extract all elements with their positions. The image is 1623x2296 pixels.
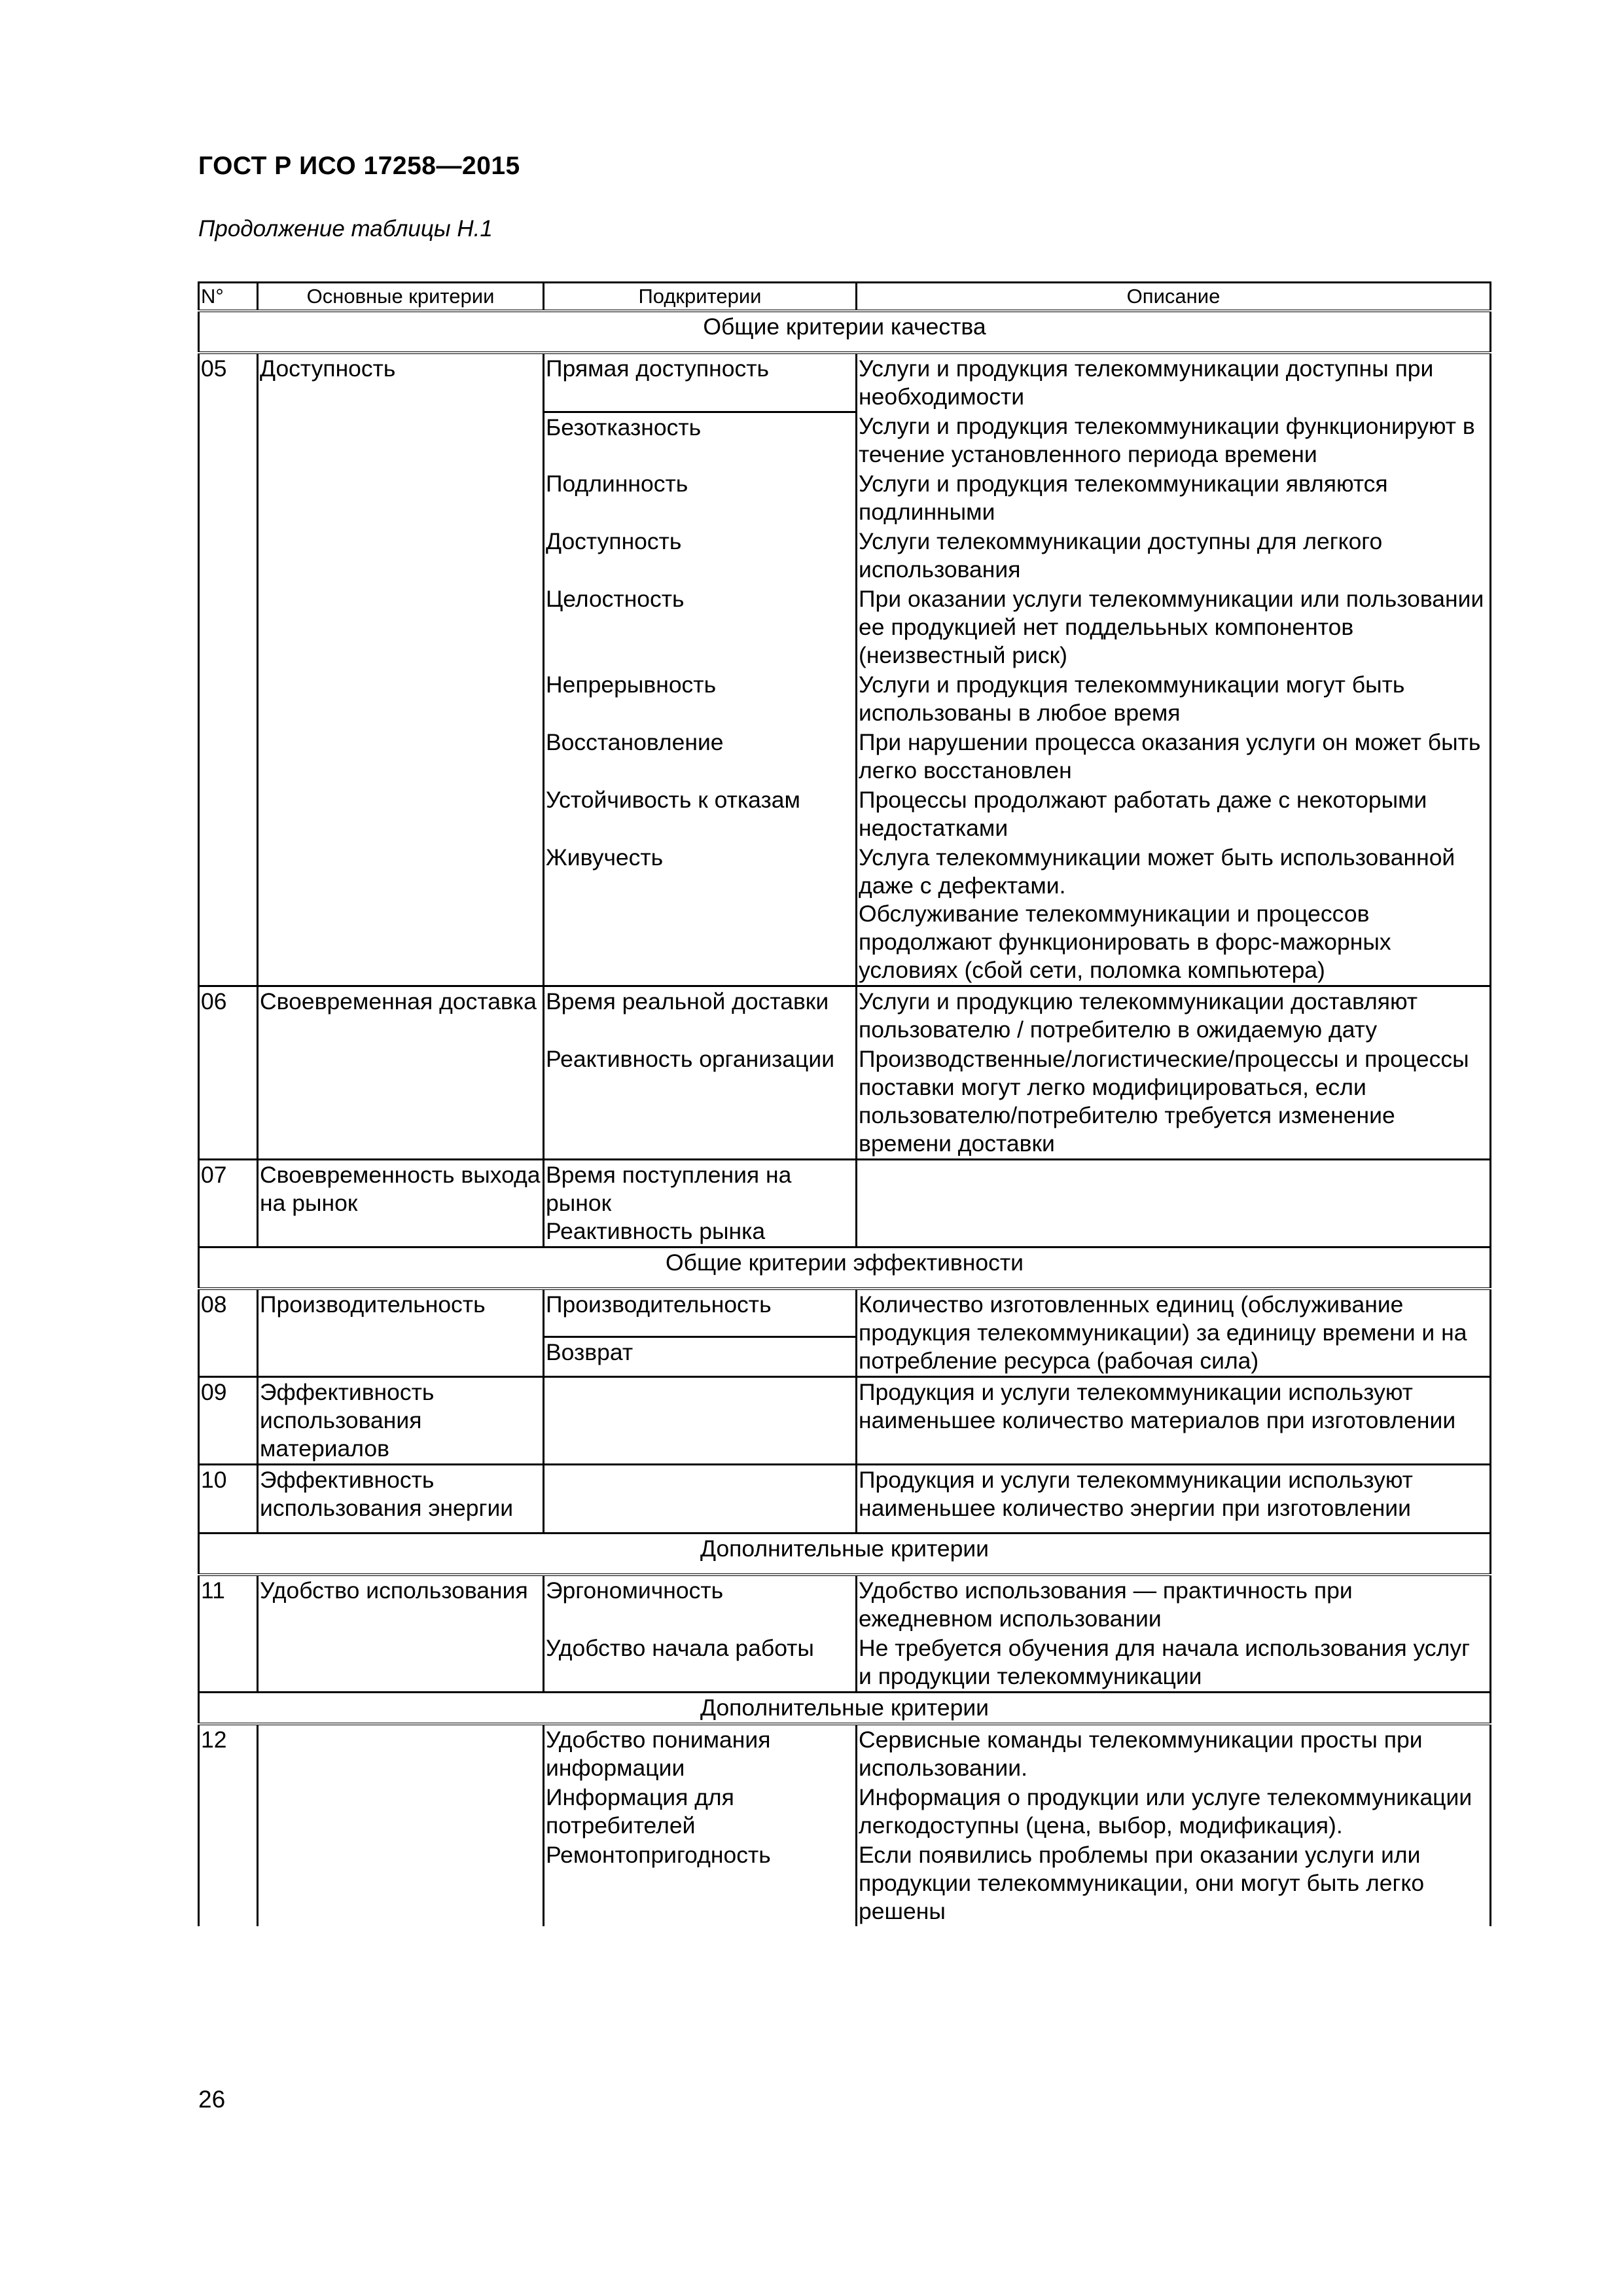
document-title: ГОСТ Р ИСО 17258—2015 [198,152,520,180]
table-row [199,1724,1491,1783]
sub-criterion-part: Реактивность рынка [546,1218,766,1244]
sub-criterion: Целостность [544,584,857,670]
section-header-row [199,1693,1491,1725]
row-number: 06 [199,986,258,1045]
table-row [199,785,1491,843]
description [857,1160,1491,1247]
sub-criterion [544,1289,857,1377]
sub-criterion: Устойчивость к отказам [544,785,857,843]
description: При нарушении процесса оказания услуги он может быть легко восстановлен [857,728,1491,785]
column-header-description: Описание [857,283,1491,312]
description: Количество изготовленных единиц (обслуживание продукция телекоммуникации) за единицу времени и на потребление ресурса (рабочая сила) [857,1289,1491,1377]
sub-criterion-part: Возврат [546,1339,633,1365]
sub-criterion: Безотказность [544,412,857,469]
table-row [199,986,1491,1045]
sub-criterion: Удобство понимания информации [544,1724,857,1783]
description: Услуги телекоммуникации доступны для легкого использования [857,527,1491,584]
section-title: Общие критерии эффективности [199,1247,1491,1289]
row-number: 05 [199,353,258,412]
main-criterion: Удобство использования [258,1575,544,1634]
description: Услуги и продукция телекоммуникации могут быть использованы в любое время [857,670,1491,728]
main-criterion: Эффективность использования материалов [258,1377,544,1465]
main-criterion: Доступность [258,353,544,412]
section-header-row [199,1534,1491,1575]
sub-criterion [544,1377,857,1465]
sub-criterion: Удобство начала работы [544,1634,857,1693]
table-row [199,469,1491,527]
description: Услуги и продукцию телекоммуникации доставляют пользователю / потребителю в ожидаемую дату [857,986,1491,1045]
description: Продукция и услуги телекоммуникации используют наименьшее количество материалов при изготовлении [857,1377,1491,1465]
table-row [199,670,1491,728]
section-title: Общие критерии качества [199,311,1491,353]
table-row [199,843,1491,986]
description: Услуги и продукция телекоммуникации являются подлинными [857,469,1491,527]
description-part: Услуга телекоммуникации может быть использованной даже с дефектами. [859,844,1455,899]
sub-criterion: Прямая доступность [544,353,857,412]
page-number: 26 [198,2086,226,2113]
row-number: 10 [199,1465,258,1524]
table-row [199,527,1491,584]
sub-criterion: Ремонтопригодность [544,1840,857,1926]
description: Сервисные команды телекоммуникации просты при использовании. [857,1724,1491,1783]
sub-criterion: Время реальной доставки [544,986,857,1045]
description: Удобство использования — практичность при ежедневном использовании [857,1575,1491,1634]
column-header-main: Основные критерии [258,283,544,312]
sub-criterion: Эргономичность [544,1575,857,1634]
column-header-number: N° [199,283,258,312]
description: Если появились проблемы при оказании услуги или продукции телекоммуникации, они могут быть легко решены [857,1840,1491,1926]
main-criterion: Своевременная доставка [258,986,544,1045]
description-part: Обслуживание телекоммуникации и процессов продолжают функционировать в форс-мажорных условиях (сбой сети, поломка компьютера) [859,901,1391,983]
table-row [199,1783,1491,1840]
table-spacer-row [199,1523,1491,1534]
sub-criterion: Информация для потребителей [544,1783,857,1840]
description: Информация о продукции или услуге телекоммуникации легкодоступны (цена, выбор, модификация). [857,1783,1491,1840]
sub-criterion: Реактивность организации [544,1045,857,1160]
sub-criterion-part: Время поступления на рынок [546,1162,792,1216]
description [857,843,1491,986]
table-row [199,1289,1491,1377]
criteria-table [198,281,1491,1926]
table-row [199,353,1491,412]
row-number: 09 [199,1377,258,1465]
description: Продукция и услуги телекоммуникации используют наименьшее количество энергии при изготовлении [857,1465,1491,1524]
criteria-table-container [198,281,1489,1926]
section-title: Дополнительные критерии [199,1534,1491,1575]
section-title: Дополнительные критерии [199,1693,1491,1725]
sub-criterion [544,1465,857,1524]
sub-criterion [544,1160,857,1247]
section-header-row [199,1247,1491,1289]
description: Услуги и продукция телекоммуникации доступны при необходимости [857,353,1491,412]
table-row [199,1045,1491,1160]
table-row [199,1465,1491,1524]
table-continuation-caption: Продолжение таблицы Н.1 [198,216,493,242]
description: Процессы продолжают работать даже с некоторыми недостатками [857,785,1491,843]
description: При оказании услуги телекоммуникации или пользовании ее продукцией нет подделььных компонентов (неизвестный риск) [857,584,1491,670]
sub-criterion: Подлинность [544,469,857,527]
table-row [199,1575,1491,1634]
main-criterion: Эффективность использования энергии [258,1465,544,1524]
table-header-row [199,283,1491,312]
table-row [199,412,1491,469]
table-row [199,728,1491,785]
row-number: 07 [199,1160,258,1247]
section-header-row [199,311,1491,353]
sub-criterion: Доступность [544,527,857,584]
main-criterion: Производительность [258,1289,544,1377]
table-row [199,1634,1491,1693]
sub-criterion: Живучесть [544,843,857,986]
row-number: 08 [199,1289,258,1377]
row-number: 11 [199,1575,258,1634]
main-criterion [258,1724,544,1783]
sub-criterion: Восстановление [544,728,857,785]
description: Услуги и продукция телекоммуникации функционируют в течение установленного периода времени [857,412,1491,469]
table-row [199,1160,1491,1247]
table-row [199,1840,1491,1926]
main-criterion: Своевременность выхода на рынок [258,1160,544,1247]
sub-criterion: Непрерывность [544,670,857,728]
row-number: 12 [199,1724,258,1783]
table-row [199,1377,1491,1465]
description: Не требуется обучения для начала использования услуг и продукции телекоммуникации [857,1634,1491,1693]
column-header-sub: Подкритерии [544,283,857,312]
table-row [199,584,1491,670]
sub-criterion-part: Производительность [544,1290,855,1338]
description: Производственные/логистические/процессы и процессы поставки могут легко модифицироваться, если пользователю/потребителю требуется изменение времени доставки [857,1045,1491,1160]
